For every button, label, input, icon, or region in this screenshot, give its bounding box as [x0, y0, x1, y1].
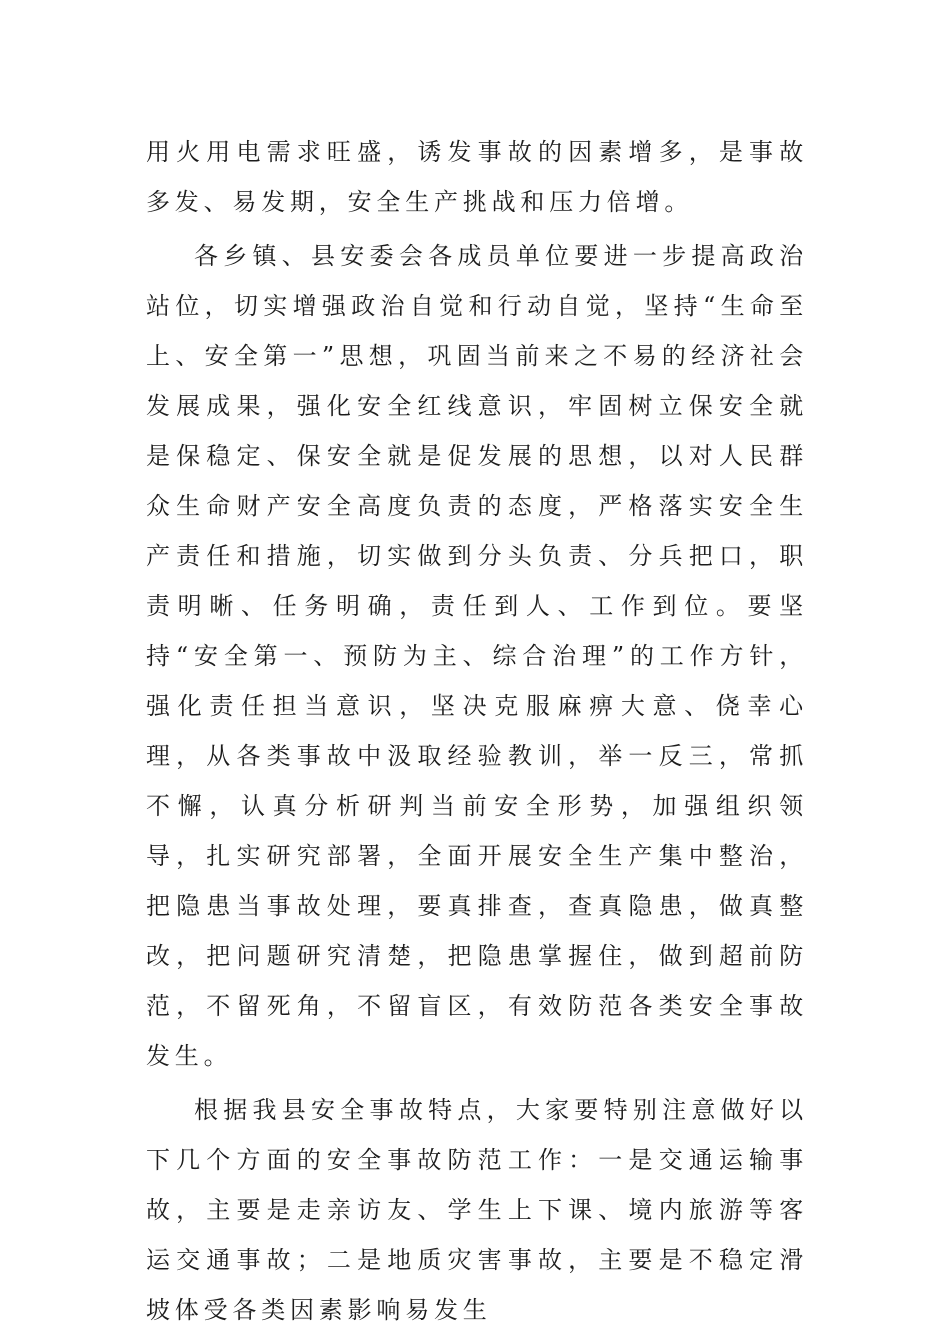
paragraph-continuation: 用火用电需求旺盛，诱发事故的因素增多，是事故多发、易发期，安全生产挑战和压力倍增。 — [146, 138, 808, 216]
document-body — [146, 127, 808, 1335]
paragraph-accident-prevention: 根据我县安全事故特点，大家要特别注意做好以下几个方面的安全事故防范工作：一是交通运输事故，主要是走亲访友、学生上下课、境内旅游等客运交通事故；二是地质灾害事故，主要是不稳定滑坡体受各类因素影响易发生 — [146, 1096, 808, 1324]
paragraph-safety-responsibility: 各乡镇、县安委会各成员单位要进一步提高政治站位，切实增强政治自觉和行动自觉，坚持“生命至上、安全第一”思想，巩固当前来之不易的经济社会发展成果，强化安全红线意识，牢固树立保安全就是保稳定、保安全就是促发展的思想，以对人民群众生命财产安全高度负责的态度，严格落实安全生产责任和措施，切实做到分头负责、分兵把口，职责明晰、任务明确，责任到人、工作到位。要坚持“安全第一、预防为主、综合治理”的工作方针，强化责任担当意识，坚决克服麻痹大意、侥幸心理，从各类事故中汲取经验教训，举一反三，常抓不懈，认真分析研判当前安全形势，加强组织领导，扎实研究部署，全面开展安全生产集中整治，把隐患当事故处理，要真排查，查真隐患，做真整改，把问题研究清楚，把隐患掌握住，做到超前防范，不留死角，不留盲区，有效防范各类安全事故发生。 — [146, 242, 808, 1070]
